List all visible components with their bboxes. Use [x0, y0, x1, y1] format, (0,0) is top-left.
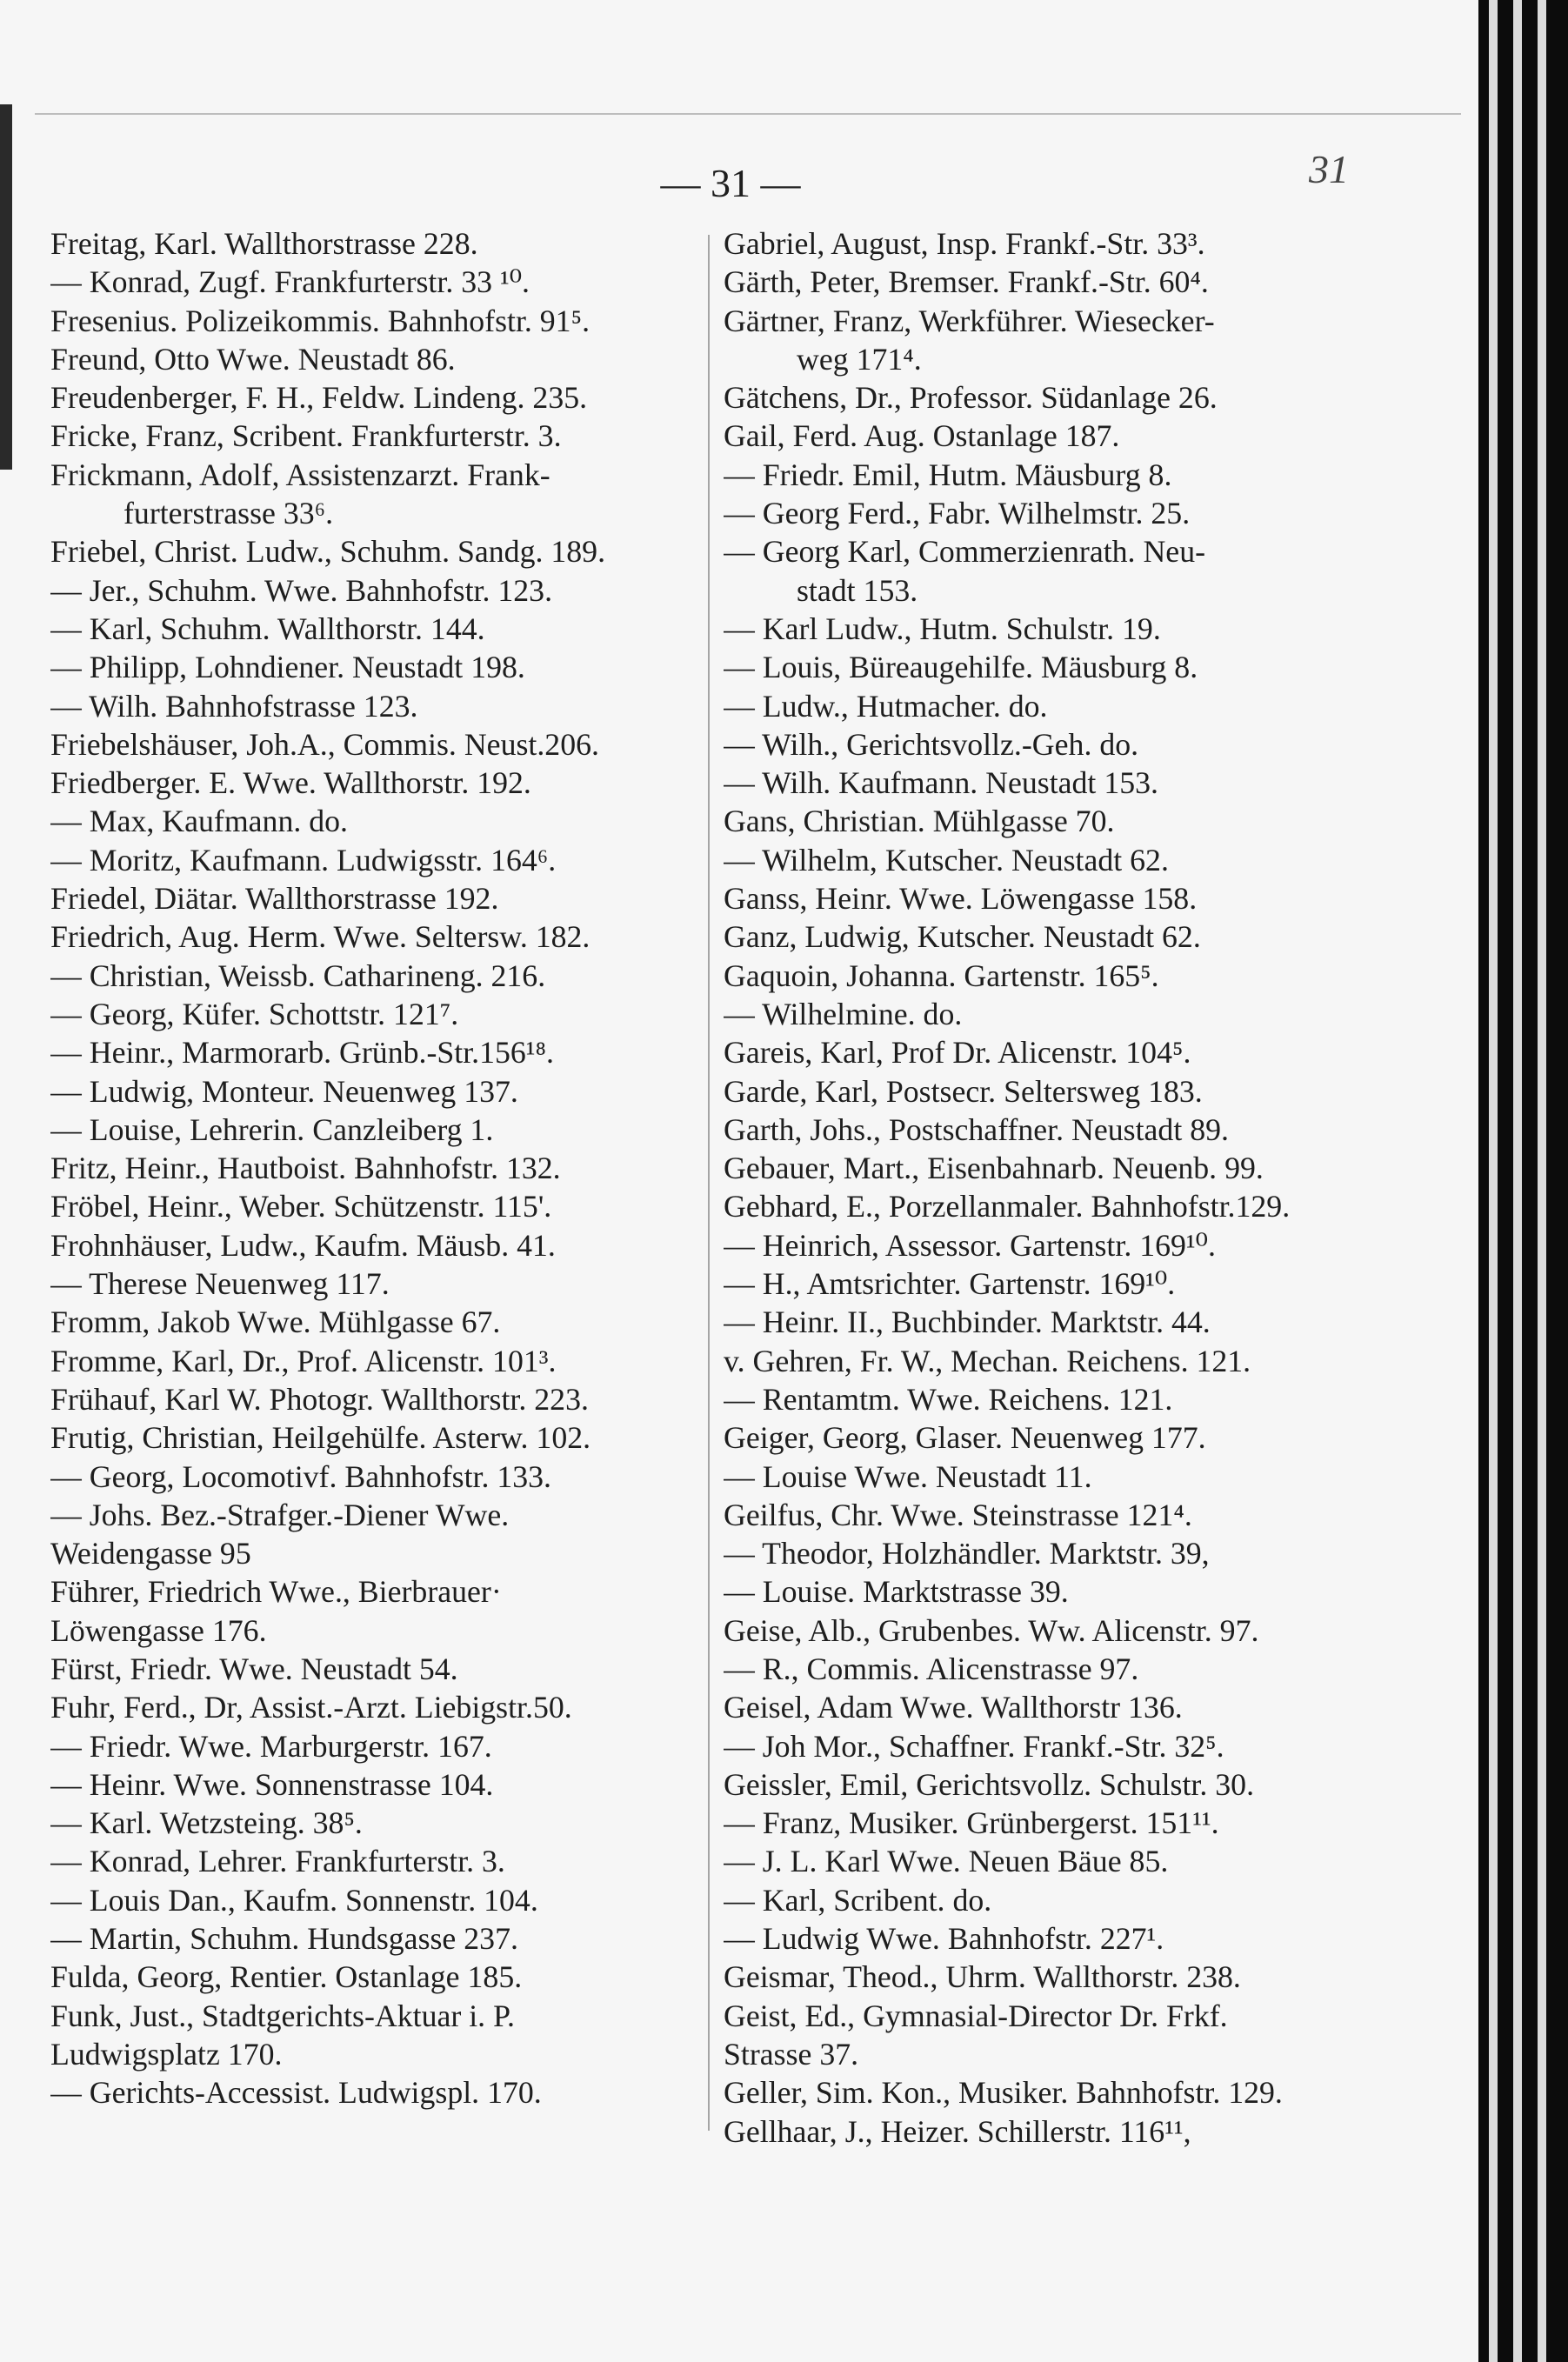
directory-entry: — Louise. Marktstrasse 39.	[724, 1574, 1069, 1610]
directory-entry: — Johs. Bez.-Strafger.-Diener Wwe.	[50, 1497, 510, 1532]
directory-entry: — Philipp, Lohndiener. Neustadt 198.	[50, 650, 525, 685]
right-column	[724, 224, 1411, 2151]
directory-entry: — Gerichts-Accessist. Ludwigspl. 170.	[50, 2075, 542, 2111]
directory-entry: — Jer., Schuhm. Wwe. Bahnhofstr. 123.	[50, 572, 553, 608]
directory-entry: — Friedr. Wwe. Marburgerstr. 167.	[50, 1728, 492, 1764]
directory-entry: Friedel, Diätar. Wallthorstrasse 192.	[50, 881, 499, 917]
directory-entry: Geismar, Theod., Uhrm. Wallthorstr. 238.	[724, 1959, 1241, 1995]
directory-entry: — Heinr. II., Buchbinder. Marktstr. 44.	[724, 1304, 1211, 1340]
directory-entry: Gebauer, Mart., Eisenbahnarb. Neuenb. 99.	[724, 1151, 1264, 1186]
directory-entry: weg 171⁴.	[797, 341, 922, 377]
directory-entry: — Karl. Wetzsteing. 38⁵.	[50, 1805, 363, 1841]
directory-entry: — Wilhelm, Kutscher. Neustadt 62.	[724, 842, 1169, 877]
directory-entry: Strasse 37.	[724, 2036, 859, 2072]
directory-entry: furterstrasse 33⁶.	[123, 496, 334, 531]
directory-entry: Führer, Friedrich Wwe., Bierbrauer·	[50, 1574, 502, 1610]
directory-entry: Gätchens, Dr., Professor. Südanlage 26.	[724, 380, 1218, 416]
directory-entry: Garde, Karl, Postsecr. Seltersweg 183.	[724, 1073, 1203, 1109]
directory-entry: — Theodor, Holzhändler. Marktstr. 39,	[724, 1536, 1210, 1571]
directory-entry: — J. L. Karl Wwe. Neuen Bäue 85.	[724, 1844, 1169, 1879]
directory-entry: — Ludwig Wwe. Bahnhofstr. 227¹.	[724, 1921, 1164, 1957]
directory-entry: — Louis, Büreaugehilfe. Mäusburg 8.	[724, 650, 1198, 685]
directory-entry: Friedrich, Aug. Herm. Wwe. Seltersw. 182.	[50, 919, 591, 955]
directory-entry: — Joh Mor., Schaffner. Frankf.-Str. 32⁵.	[724, 1728, 1224, 1764]
directory-entry: — Konrad, Zugf. Frankfurterstr. 33 ¹⁰.	[50, 264, 530, 300]
directory-entry: Geise, Alb., Grubenbes. Ww. Alicenstr. 97.	[724, 1612, 1259, 1648]
directory-entry: Geist, Ed., Gymnasial-Director Dr. Frkf.	[724, 1998, 1228, 2033]
directory-entry: Gans, Christian. Mühlgasse 70.	[724, 804, 1115, 839]
directory-entry: — Georg, Küfer. Schottstr. 121⁷.	[50, 996, 459, 1031]
directory-entry: — Karl Ludw., Hutm. Schulstr. 19.	[724, 611, 1161, 646]
directory-entry: Freudenberger, F. H., Feldw. Lindeng. 235.	[50, 380, 588, 416]
handwritten-page-number: 31	[1309, 147, 1349, 191]
directory-entry: Fulda, Georg, Rentier. Ostanlage 185.	[50, 1959, 523, 1995]
directory-entry: Friebelshäuser, Joh.A., Commis. Neust.206.	[50, 726, 599, 762]
directory-entry: Fürst, Friedr. Wwe. Neustadt 54.	[50, 1651, 458, 1686]
directory-entry: Frutig, Christian, Heilgehülfe. Asterw. 102.	[50, 1420, 591, 1456]
directory-entry: — Karl, Schuhm. Wallthorstr. 144.	[50, 611, 485, 646]
directory-entry: Friebel, Christ. Ludw., Schuhm. Sandg. 189.	[50, 534, 606, 570]
directory-entry: Fromm, Jakob Wwe. Mühlgasse 67.	[50, 1304, 501, 1340]
directory-entry: — Max, Kaufmann. do.	[50, 804, 348, 839]
directory-entry: Funk, Just., Stadtgerichts-Aktuar i. P.	[50, 1998, 515, 2033]
directory-entry: — Wilh. Kaufmann. Neustadt 153.	[724, 765, 1158, 801]
directory-entry: Fresenius. Polizeikommis. Bahnhofstr. 91⁵.	[50, 303, 591, 338]
directory-entry: — Christian, Weissb. Catharineng. 216.	[50, 957, 546, 993]
page-edge	[1513, 0, 1522, 2362]
directory-entry: — Rentamtm. Wwe. Reichens. 121.	[724, 1381, 1173, 1417]
directory-entry: — Louise Wwe. Neustadt 11.	[724, 1458, 1092, 1494]
directory-entry: Ganss, Heinr. Wwe. Löwengasse 158.	[724, 881, 1198, 917]
directory-entry: v. Gehren, Fr. W., Mechan. Reichens. 121.	[724, 1343, 1251, 1378]
directory-entry: Gellhaar, J., Heizer. Schillerstr. 116¹¹,	[724, 2113, 1191, 2149]
directory-entry: Freund, Otto Wwe. Neustadt 86.	[50, 341, 456, 377]
directory-entry: — Wilh., Gerichtsvollz.-Geh. do.	[724, 726, 1139, 762]
directory-entry: — H., Amtsrichter. Gartenstr. 169¹⁰.	[724, 1266, 1176, 1302]
directory-entry: Geilfus, Chr. Wwe. Steinstrasse 121⁴.	[724, 1497, 1192, 1532]
directory-entry: Garth, Johs., Postschaffner. Neustadt 89.	[724, 1111, 1229, 1147]
directory-entry: — Heinr., Marmorarb. Grünb.-Str.156¹⁸.	[50, 1035, 554, 1071]
directory-entry: — Wilhelmine. do.	[724, 996, 963, 1031]
directory-entry: — Louise, Lehrerin. Canzleiberg 1.	[50, 1111, 494, 1147]
directory-entry: — Moritz, Kaufmann. Ludwigsstr. 164⁶.	[50, 842, 557, 877]
directory-entry: — Konrad, Lehrer. Frankfurterstr. 3.	[50, 1844, 505, 1879]
directory-entry: Fritz, Heinr., Hautboist. Bahnhofstr. 132.	[50, 1151, 561, 1186]
directory-entry: — Louis Dan., Kaufm. Sonnenstr. 104.	[50, 1882, 538, 1918]
directory-entry: Frühauf, Karl W. Photogr. Wallthorstr. 223.	[50, 1381, 589, 1417]
directory-entry: Ganz, Ludwig, Kutscher. Neustadt 62.	[724, 919, 1201, 955]
directory-entry: — Heinrich, Assessor. Gartenstr. 169¹⁰.	[724, 1227, 1216, 1263]
directory-entry: Löwengasse 176.	[50, 1612, 267, 1648]
directory-entry: Frohnhäuser, Ludw., Kaufm. Mäusb. 41.	[50, 1227, 556, 1263]
directory-entry: — Therese Neuenweg 117.	[50, 1266, 390, 1302]
directory-entry: — Ludwig, Monteur. Neuenweg 137.	[50, 1073, 518, 1109]
left-column	[50, 224, 698, 2112]
directory-entry: stadt 153.	[797, 572, 918, 608]
directory-entry: — Ludw., Hutmacher. do.	[724, 688, 1048, 724]
binding-fold	[0, 104, 12, 470]
page-top-rule	[35, 113, 1461, 115]
directory-entry: Geller, Sim. Kon., Musiker. Bahnhofstr. 129.	[724, 2075, 1283, 2111]
directory-entry: — Franz, Musiker. Grünbergerst. 151¹¹.	[724, 1805, 1219, 1841]
directory-entry: Geiger, Georg, Glaser. Neuenweg 177.	[724, 1420, 1206, 1456]
directory-entry: — Georg Karl, Commerzienrath. Neu-	[724, 534, 1206, 570]
directory-entry: Weidengasse 95	[50, 1536, 251, 1571]
directory-entry: Gareis, Karl, Prof Dr. Alicenstr. 104⁵.	[724, 1035, 1191, 1071]
directory-entry: Fromme, Karl, Dr., Prof. Alicenstr. 101³.	[50, 1343, 557, 1378]
directory-entry: — Martin, Schuhm. Hundsgasse 237.	[50, 1921, 518, 1957]
directory-entry: Friedberger. E. Wwe. Wallthorstr. 192.	[50, 765, 531, 801]
page-edge	[1489, 0, 1498, 2362]
directory-entry: Ludwigsplatz 170.	[50, 2036, 283, 2072]
directory-entry: Gärth, Peter, Bremser. Frankf.-Str. 60⁴.	[724, 264, 1209, 300]
directory-entry: Fröbel, Heinr., Weber. Schützenstr. 115'.	[50, 1189, 552, 1224]
directory-entry: Gaquoin, Johanna. Gartenstr. 165⁵.	[724, 957, 1159, 993]
directory-entry: — Wilh. Bahnhofstrasse 123.	[50, 688, 418, 724]
directory-entry: — R., Commis. Alicenstrasse 97.	[724, 1651, 1139, 1686]
directory-entry: Gail, Ferd. Aug. Ostanlage 187.	[724, 418, 1120, 454]
directory-entry: Geissler, Emil, Gerichtsvollz. Schulstr. 30.	[724, 1766, 1255, 1802]
page-number: — 31 —	[660, 161, 801, 205]
directory-entry: Fuhr, Ferd., Dr, Assist.-Arzt. Liebigstr.50.	[50, 1690, 572, 1725]
directory-entry: Geisel, Adam Wwe. Wallthorstr 136.	[724, 1690, 1183, 1725]
directory-entry: Fricke, Franz, Scribent. Frankfurterstr. 3.	[50, 418, 562, 454]
directory-entry: — Karl, Scribent. do.	[724, 1882, 992, 1918]
page-edge	[1538, 0, 1546, 2362]
directory-entry: Freitag, Karl. Wallthorstrasse 228.	[50, 226, 478, 261]
directory-entry: — Friedr. Emil, Hutm. Mäusburg 8.	[724, 457, 1172, 492]
directory-entry: Gärtner, Franz, Werkführer. Wiesecker-	[724, 303, 1215, 338]
directory-entry: — Georg Ferd., Fabr. Wilhelmstr. 25.	[724, 496, 1191, 531]
column-divider	[708, 235, 710, 2131]
directory-entry: Gabriel, August, Insp. Frankf.-Str. 33³.	[724, 226, 1205, 261]
directory-entry: — Heinr. Wwe. Sonnenstrasse 104.	[50, 1766, 494, 1802]
directory-entry: — Georg, Locomotivf. Bahnhofstr. 133.	[50, 1458, 552, 1494]
directory-entry: Frickmann, Adolf, Assistenzarzt. Frank-	[50, 457, 550, 492]
directory-entry: Gebhard, E., Porzellanmaler. Bahnhofstr.129.	[724, 1189, 1291, 1224]
